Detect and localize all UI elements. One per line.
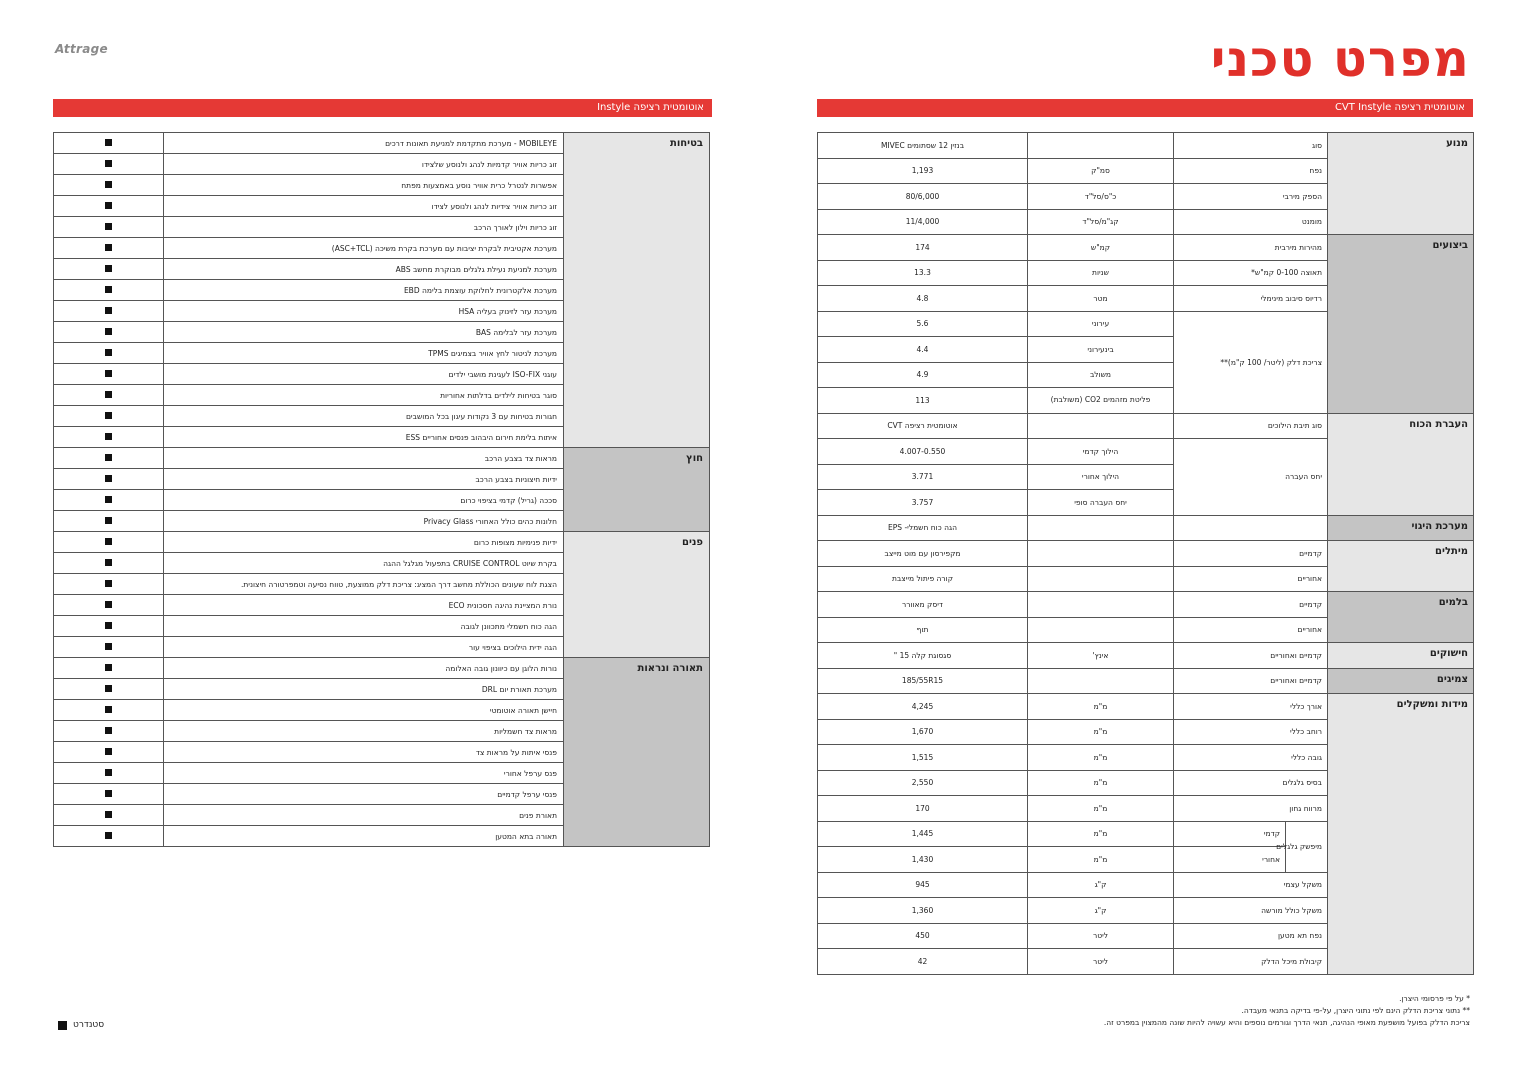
equipment-standard-cell <box>54 427 164 448</box>
spec-category-transmission: העברת הכוח <box>1328 413 1474 515</box>
standard-square-icon <box>105 349 112 356</box>
equipment-category: בטיחות <box>564 133 710 448</box>
footnotes <box>1104 993 1470 1029</box>
spec-param: בסיס גלגלים <box>1174 770 1328 796</box>
standard-square-icon <box>105 370 112 377</box>
equipment-header-bar: אוטומטית רציפה Instyle <box>53 99 712 117</box>
spec-unit: פליטת מזהמים CO2 (משולבת) <box>1028 388 1174 414</box>
spec-param: סוג <box>1174 133 1328 159</box>
spec-row <box>818 133 1474 159</box>
standard-square-icon <box>105 475 112 482</box>
spec-unit: סמ"ק <box>1028 158 1174 184</box>
spec-value: 4.9 <box>818 362 1028 388</box>
standard-square-icon <box>105 223 112 230</box>
equipment-feature: מערכת אקטיבית לבקרת יציבות עם מערכת בקרת משיכה (ASC+TCL) <box>164 238 564 259</box>
equipment-row <box>54 133 710 154</box>
spec-row <box>818 592 1474 618</box>
equipment-standard-cell <box>54 364 164 385</box>
spec-value: קורה פיתול מייצבת <box>818 566 1028 592</box>
spec-unit: מ"מ <box>1028 770 1174 796</box>
spec-value: 1,430 <box>818 847 1028 873</box>
equipment-feature: הצגת לוח שעונים הכוללת מחשב דרך המציג: צריכת דלק ממוצעת, טווח נסיעה וטמפרטורה חיצונית. <box>164 574 564 595</box>
spec-value: 945 <box>818 872 1028 898</box>
spec-param <box>1174 515 1328 541</box>
standard-square-icon <box>105 748 112 755</box>
equipment-feature: מערכת לניטור לחץ אוויר בצמיגים TPMS <box>164 343 564 364</box>
standard-square-icon <box>105 307 112 314</box>
spec-category-performance: ביצועים <box>1328 235 1474 414</box>
spec-param: רוחב כללי <box>1174 719 1328 745</box>
standard-square-icon <box>105 391 112 398</box>
spec-value: 4.4 <box>818 337 1028 363</box>
standard-square-icon <box>105 454 112 461</box>
footnote: * על פי פרסומי היצרן. <box>1399 994 1470 1003</box>
equipment-feature: מערכת עזר לבלימה BAS <box>164 322 564 343</box>
spec-unit: מ"מ <box>1028 694 1174 720</box>
equipment-feature: נורות הלוגן עם כיוונון גובה האלומה <box>164 658 564 679</box>
footnote: צריכת הדלק בפועל מושפעת מאופי הנהיגה, תנאי הדרך וגורמים נוספים והיא עשויה להיות שונה מהמצוין במפרט זה. <box>1103 1018 1470 1027</box>
spec-unit <box>1028 541 1174 567</box>
spec-unit: הילוך קדמי <box>1028 439 1174 465</box>
spec-value: דיסק מאוורר <box>818 592 1028 618</box>
equipment-standard-cell <box>54 784 164 805</box>
equipment-feature: חיישן תאורה אוטומטי <box>164 700 564 721</box>
spec-category-dimensions: מידות ומשקלים <box>1328 694 1474 975</box>
spec-value: 1,193 <box>818 158 1028 184</box>
equipment-feature: מערכת אלקטרונית לחלוקת עוצמת בלימה EBD <box>164 280 564 301</box>
spec-value: אוטומטית רציפה CVT <box>818 413 1028 439</box>
equipment-standard-cell <box>54 280 164 301</box>
equipment-standard-cell <box>54 574 164 595</box>
spec-param: קדמיים ואחוריים <box>1174 668 1328 694</box>
equipment-table <box>53 132 710 847</box>
standard-square-icon <box>105 139 112 146</box>
spec-param-fuel: צריכת דלק (ליטר/ 100 ק"מ)** <box>1174 311 1328 413</box>
spec-value: 80/6,000 <box>818 184 1028 210</box>
spec-row <box>818 643 1474 669</box>
standard-square-icon <box>105 832 112 839</box>
spec-param: רדיוס סיבוב מינימלי <box>1174 286 1328 312</box>
spec-param: קדמיים ואחוריים <box>1174 643 1328 669</box>
standard-square-icon <box>105 769 112 776</box>
specs-header-bar: אוטומטית רציפה CVT Instyle <box>817 99 1473 117</box>
spec-param: נפח תא מטען <box>1174 923 1328 949</box>
equipment-standard-cell <box>54 217 164 238</box>
standard-square-icon <box>105 265 112 272</box>
spec-value: 3.757 <box>818 490 1028 516</box>
spec-value: 5.6 <box>818 311 1028 337</box>
standard-square-icon <box>105 622 112 629</box>
equipment-standard-cell <box>54 406 164 427</box>
spec-value: הגה כוח חשמלי- EPS <box>818 515 1028 541</box>
equipment-standard-cell <box>54 238 164 259</box>
spec-param: הספק מירבי <box>1174 184 1328 210</box>
spec-unit <box>1028 133 1174 159</box>
standard-square-icon <box>105 727 112 734</box>
spec-value: תוף <box>818 617 1028 643</box>
standard-square-icon <box>105 580 112 587</box>
spec-unit: מ"מ <box>1028 745 1174 771</box>
spec-param: קדמיים <box>1174 592 1328 618</box>
equipment-standard-cell <box>54 532 164 553</box>
standard-square-icon <box>105 181 112 188</box>
equipment-row <box>54 532 710 553</box>
spec-value: 11/4,000 <box>818 209 1028 235</box>
spec-unit: יחס העברה סופי <box>1028 490 1174 516</box>
standard-square-icon <box>105 538 112 545</box>
spec-param: תאוצה 0-100 קמ"ש* <box>1174 260 1328 286</box>
spec-value: בנזין 12 שסתומים MIVEC <box>818 133 1028 159</box>
equipment-feature: אפשרות לנטרל כרית אוויר נוסע באמצעות מפתח <box>164 175 564 196</box>
equipment-standard-cell <box>54 511 164 532</box>
spec-unit: מ"מ <box>1028 719 1174 745</box>
equipment-feature: מראות צד חשמליות <box>164 721 564 742</box>
spec-value: 450 <box>818 923 1028 949</box>
spec-value: 174 <box>818 235 1028 261</box>
spec-unit: הילוך אחורי <box>1028 464 1174 490</box>
equipment-standard-cell <box>54 322 164 343</box>
equipment-standard-cell <box>54 301 164 322</box>
equipment-feature: הגה ידית הילוכים בציפוי עור <box>164 637 564 658</box>
equipment-feature: מערכת תאורת יום DRL <box>164 679 564 700</box>
spec-param: מומנט <box>1174 209 1328 235</box>
equipment-standard-cell <box>54 490 164 511</box>
spec-unit: ק"ג <box>1028 872 1174 898</box>
spec-unit: כ"ס/סל"ד <box>1028 184 1174 210</box>
spec-value: 185/55R15 <box>818 668 1028 694</box>
equipment-standard-cell <box>54 595 164 616</box>
standard-square-icon <box>105 685 112 692</box>
equipment-standard-cell <box>54 385 164 406</box>
equipment-standard-cell <box>54 469 164 490</box>
standard-square-icon <box>58 1021 67 1030</box>
standard-square-icon <box>105 286 112 293</box>
standard-square-icon <box>105 160 112 167</box>
spec-param: גובה כללי <box>1174 745 1328 771</box>
spec-category-tires: צמיגים <box>1328 668 1474 694</box>
spec-unit: ק"ג <box>1028 898 1174 924</box>
spec-category-steering: מערכת היגוי <box>1328 515 1474 541</box>
equipment-feature: עוגני ISO-FIX לעגינת מושבי ילדים <box>164 364 564 385</box>
spec-value: 2,550 <box>818 770 1028 796</box>
equipment-row <box>54 448 710 469</box>
spec-value: מקפירסון עם מוט מייצב <box>818 541 1028 567</box>
equipment-feature: תאורה בתא המטען <box>164 826 564 847</box>
equipment-standard-cell <box>54 343 164 364</box>
equipment-feature: בקרת שיוט CRUISE CONTROL בתפעול מגלגל ההגה <box>164 553 564 574</box>
spec-param: קיבולת מיכל הדלק <box>1174 949 1328 975</box>
spec-sub-param: קדמי <box>1174 821 1286 847</box>
spec-param-ratio: יחס העברה <box>1174 439 1328 516</box>
spec-unit <box>1028 413 1174 439</box>
equipment-feature: סככה (גריל) קדמי בציפוי כרום <box>164 490 564 511</box>
spec-row <box>818 668 1474 694</box>
equipment-standard-cell <box>54 721 164 742</box>
spec-row <box>818 694 1474 720</box>
spec-unit: קמ"ש <box>1028 235 1174 261</box>
spec-value: 3.771 <box>818 464 1028 490</box>
equipment-standard-cell <box>54 448 164 469</box>
standard-square-icon <box>105 811 112 818</box>
equipment-standard-cell <box>54 259 164 280</box>
specs-table <box>817 132 1474 975</box>
equipment-standard-cell <box>54 196 164 217</box>
spec-param: משקל עצמי <box>1174 872 1328 898</box>
spec-param: מרווח גחון <box>1174 796 1328 822</box>
equipment-category: פנים <box>564 532 710 658</box>
equipment-feature: מערכת למניעת נעילת גלגלים מבוקרת מחשב ABS <box>164 259 564 280</box>
spec-unit: ליטר <box>1028 949 1174 975</box>
spec-value: 1,515 <box>818 745 1028 771</box>
spec-unit <box>1028 592 1174 618</box>
spec-sub-param: אחורי <box>1174 847 1286 873</box>
spec-param-track: מיפשק גלגלים <box>1286 821 1328 872</box>
spec-unit: ליטר <box>1028 923 1174 949</box>
equipment-feature: ידיות פנימיות מצופות כרום <box>164 532 564 553</box>
equipment-feature: ידיות חיצוניות בצבע הרכב <box>164 469 564 490</box>
equipment-feature: חלונות כהים כולל האחורי Privacy Glass <box>164 511 564 532</box>
equipment-feature: MOBILEYE - מערכת מתקדמת למניעת תאונות דרכים <box>164 133 564 154</box>
equipment-standard-cell <box>54 742 164 763</box>
spec-unit: מ"מ <box>1028 821 1174 847</box>
spec-param: אורך כללי <box>1174 694 1328 720</box>
legend <box>58 1020 104 1030</box>
footnote: ** נתוני צריכת הדלק הינם לפי נתוני היצרן, על-פי בדיקה בתנאי מעבדה. <box>1241 1006 1470 1015</box>
equipment-standard-cell <box>54 763 164 784</box>
spec-unit: בינעירוני <box>1028 337 1174 363</box>
spec-value: 42 <box>818 949 1028 975</box>
equipment-standard-cell <box>54 616 164 637</box>
legend-label: סטנדרט <box>73 1020 105 1030</box>
spec-param: אחוריים <box>1174 566 1328 592</box>
spec-unit: קג"מ/סל"ד <box>1028 209 1174 235</box>
standard-square-icon <box>105 496 112 503</box>
equipment-feature: חגורות בטיחות עם 3 נקודות עיגון בכל המושבים <box>164 406 564 427</box>
standard-square-icon <box>105 664 112 671</box>
spec-category-engine: מנוע <box>1328 133 1474 235</box>
equipment-feature: סוגר בטיחות לילדים בדלתות אחוריות <box>164 385 564 406</box>
standard-square-icon <box>105 328 112 335</box>
spec-value: סגסוגת קלה 15 " <box>818 643 1028 669</box>
spec-unit: שניות <box>1028 260 1174 286</box>
equipment-feature: איתות בלימת חירום היבהוב פנסים אחוריים ESS <box>164 427 564 448</box>
standard-square-icon <box>105 202 112 209</box>
spec-param: אחוריים <box>1174 617 1328 643</box>
equipment-feature: פנסי ערפל קדמיים <box>164 784 564 805</box>
spec-unit <box>1028 566 1174 592</box>
spec-value: 4.8 <box>818 286 1028 312</box>
spec-row <box>818 541 1474 567</box>
spec-value: 1,670 <box>818 719 1028 745</box>
spec-unit: עירוני <box>1028 311 1174 337</box>
spec-param: מהירות מירבית <box>1174 235 1328 261</box>
spec-row <box>818 235 1474 261</box>
spec-unit <box>1028 668 1174 694</box>
spec-value: 4.007-0.550 <box>818 439 1028 465</box>
equipment-feature: זוג כריות אוויר צידיות לנהג ולנוסע לצידו <box>164 196 564 217</box>
standard-square-icon <box>105 517 112 524</box>
standard-square-icon <box>105 559 112 566</box>
spec-unit: מ"מ <box>1028 796 1174 822</box>
spec-category-suspension: מיתלים <box>1328 541 1474 592</box>
equipment-category: חוץ <box>564 448 710 532</box>
equipment-feature: תאורת פנים <box>164 805 564 826</box>
spec-unit: אינץ' <box>1028 643 1174 669</box>
brand-logo: Attrage <box>55 42 108 56</box>
equipment-feature: פנס ערפל אחורי <box>164 763 564 784</box>
standard-square-icon <box>105 412 112 419</box>
spec-category-brakes: בלמים <box>1328 592 1474 643</box>
equipment-category: תאורה ונראות <box>564 658 710 847</box>
equipment-standard-cell <box>54 175 164 196</box>
spec-value: 113 <box>818 388 1028 414</box>
spec-param: קדמיים <box>1174 541 1328 567</box>
equipment-feature: זוג כריות וילון לאורך הרכב <box>164 217 564 238</box>
spec-row <box>818 515 1474 541</box>
spec-value: 1,445 <box>818 821 1028 847</box>
spec-param: נפח <box>1174 158 1328 184</box>
spec-row <box>818 413 1474 439</box>
equipment-feature: הגה כוח חשמלי מתכוונן לגובה <box>164 616 564 637</box>
equipment-standard-cell <box>54 133 164 154</box>
spec-unit <box>1028 617 1174 643</box>
standard-square-icon <box>105 433 112 440</box>
equipment-feature: פנסי איתות על מראות צד <box>164 742 564 763</box>
equipment-standard-cell <box>54 805 164 826</box>
spec-param: סוג תיבת הילוכים <box>1174 413 1328 439</box>
equipment-row <box>54 658 710 679</box>
equipment-standard-cell <box>54 679 164 700</box>
equipment-standard-cell <box>54 700 164 721</box>
page-title: מפרט טכני <box>1210 30 1470 88</box>
equipment-standard-cell <box>54 154 164 175</box>
spec-value: 170 <box>818 796 1028 822</box>
standard-square-icon <box>105 706 112 713</box>
equipment-feature: זוג כריות אוויר קדמיות לנהג ולנוסע שלצידו <box>164 154 564 175</box>
equipment-standard-cell <box>54 658 164 679</box>
standard-square-icon <box>105 601 112 608</box>
standard-square-icon <box>105 790 112 797</box>
spec-value: 13.3 <box>818 260 1028 286</box>
spec-value: 1,360 <box>818 898 1028 924</box>
equipment-standard-cell <box>54 826 164 847</box>
equipment-standard-cell <box>54 553 164 574</box>
spec-unit: מ"מ <box>1028 847 1174 873</box>
spec-category-wheels: חישוקים <box>1328 643 1474 669</box>
standard-square-icon <box>105 244 112 251</box>
equipment-feature: מערכת עזר לזינוק בעליה HSA <box>164 301 564 322</box>
spec-unit <box>1028 515 1174 541</box>
standard-square-icon <box>105 643 112 650</box>
equipment-standard-cell <box>54 637 164 658</box>
spec-value: 4,245 <box>818 694 1028 720</box>
spec-unit: מטר <box>1028 286 1174 312</box>
spec-unit: משולב <box>1028 362 1174 388</box>
equipment-feature: נורת המציינת נהיגה חסכונית ECO <box>164 595 564 616</box>
equipment-feature: מראות צד בצבע הרכב <box>164 448 564 469</box>
spec-param: משקל כולל מורשה <box>1174 898 1328 924</box>
